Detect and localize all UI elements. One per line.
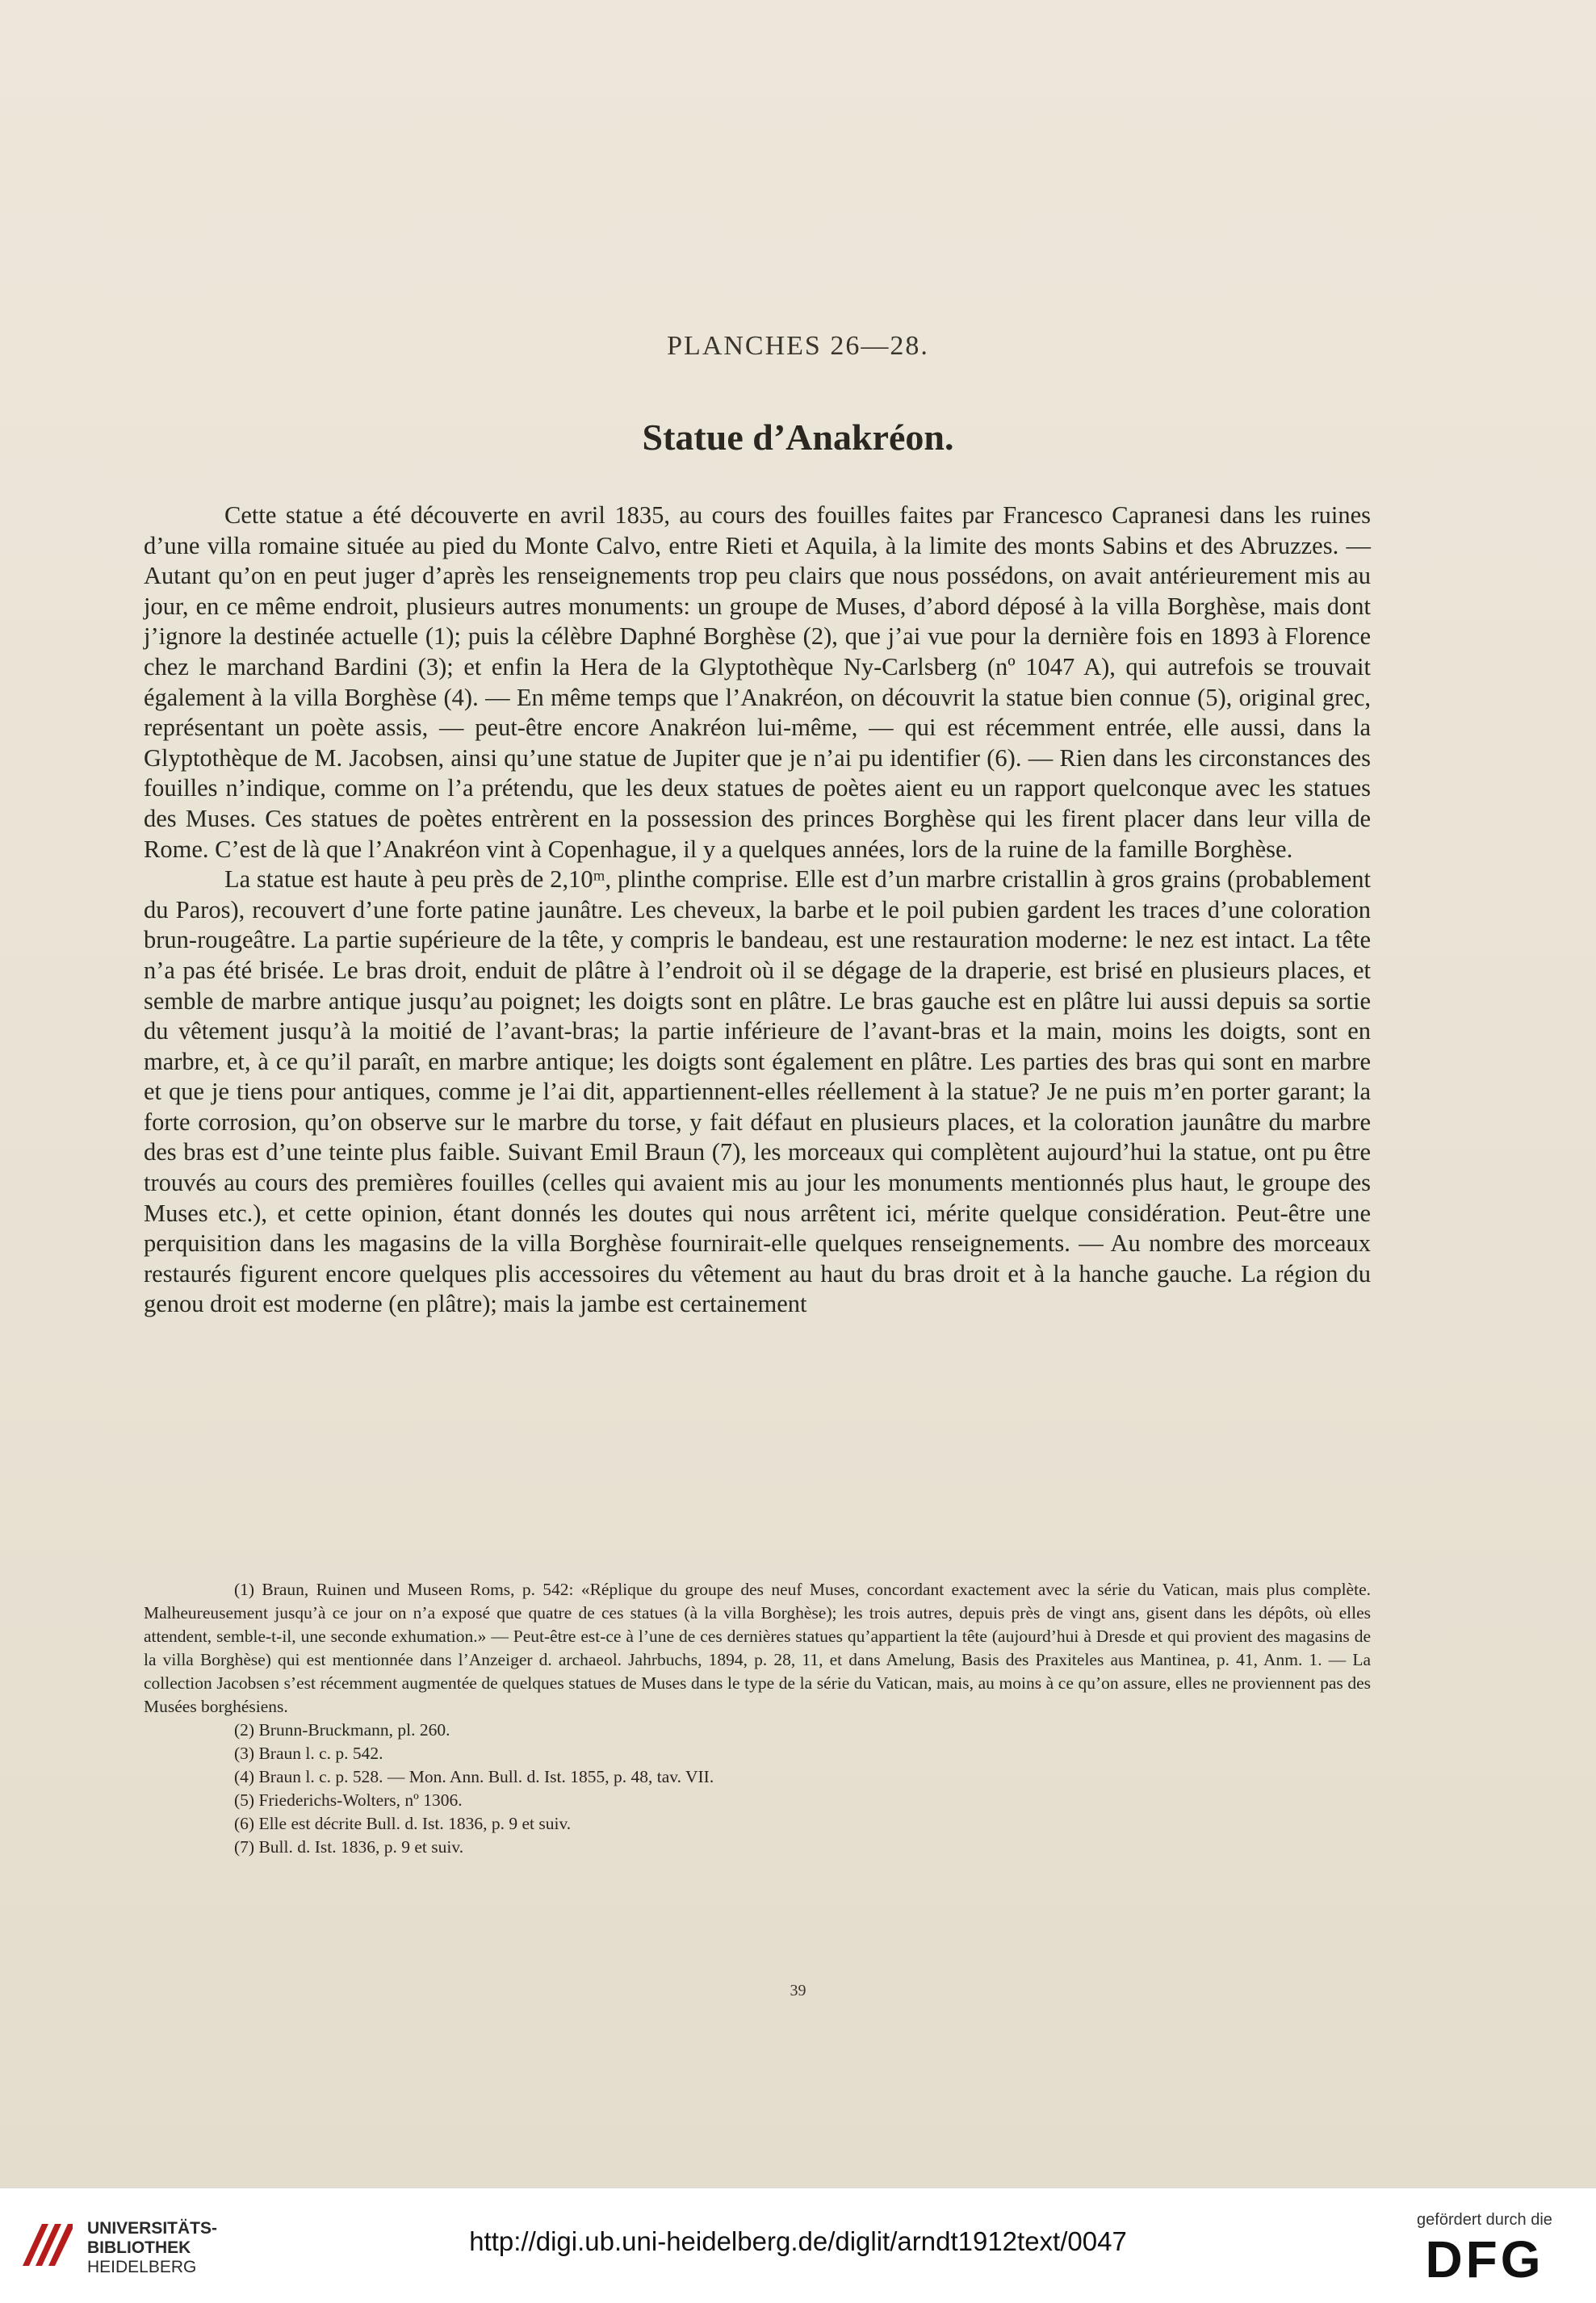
library-name-line-1: UNIVERSITÄTS- [87, 2219, 218, 2238]
footnotes [144, 1578, 1371, 1859]
dfg-sponsor[interactable] [1396, 2211, 1573, 2286]
footnote-2: (2) Brunn-Bruckmann, pl. 260. [234, 1720, 450, 1740]
page-title: Statue d’Anakréon. [642, 417, 954, 458]
main-text [144, 500, 1371, 1320]
permalink-url[interactable]: http://digi.ub.uni-heidelberg.de/diglit/arndt1912text/0047 [469, 2226, 1127, 2256]
page-number: 39 [790, 1982, 806, 1999]
sponsor-label: gefördert durch die [1417, 2211, 1552, 2229]
dfg-logo: DFG [1425, 2230, 1544, 2288]
paragraph-2: La statue est haute à peu près de 2,10ᵐ, plinthe comprise. Elle est d’un marbre cristallin à gros grains (probablement du Paros), recouvert d’une forte patine jaunâtre. Les cheveux, la barbe et le poil pubien gardent les traces d’une coloration brun-rougeâtre. La partie supérieure de la tête, y compris le bandeau, est une restauration moderne: le nez est intact. La tête n’a pas été brisée. Le bras droit, enduit de plâtre à l’endroit où il se dégage de la draperie, est brisé en plusieurs places, et semble de marbre antique jusqu’au poignet; les doigts sont en plâtre. Le bras gauche est en plâtre lui aussi depuis sa sortie du vêtement jusqu’à la moitié de l’avant-bras; la partie inférieure de l’avant-bras et la main, moins les doigts, sont en marbre, et, à ce qu’il paraît, en marbre antique; les doigts sont également en plâtre. Les parties des bras qui sont en marbre et que je tiens pour antiques, comme je l’ai dit, appartiennent-elles réellement à la statue? Je ne puis m’en porter garant; la forte corrosion, qu’on observe sur le marbre du torse, y fait défaut en plusieurs places, et la coloration jaunâtre du marbre des bras est d’une teinte plus faible. Suivant Emil Braun (7), les morceaux qui complètent aujourd’hui la statue, ont pu être trouvés au cours des premières fouilles (celles qui avaient mis au jour les monuments mentionnés plus haut, le groupe des Muses etc.), et cette opinion, étant donnés les doutes qui nous arrêtent ici, mérite quelque considération. Peut-être une perquisition dans les magasins de la villa Borghèse fournirait-elle quelques renseignements. — Au nombre des morceaux restaurés figurent encore quelques plis accessoires du vêtement au haut du bras droit et à la hanche gauche. La région du genou droit est moderne (en plâtre); mais la jambe est certainement [144, 865, 1371, 1318]
footnote-4: (4) Braun l. c. p. 528. — Mon. Ann. Bull. d. Ist. 1855, p. 48, tav. VII. [234, 1767, 714, 1786]
library-name-line-2: BIBLIOTHEK [87, 2238, 191, 2257]
planches-heading: PLANCHES 26—28. [667, 331, 929, 361]
paragraph-1: Cette statue a été découverte en avril 1835, au cours des fouilles faites par Francesco Capranesi dans les ruines d’une villa romaine située au pied du Monte Calvo, entre Rieti et Aquila, à la limite des monts Sabins et des Abruzzes. — Autant qu’on en peut juger d’après les renseignements trop peu clairs que nous possédons, on avait antérieurement mis au jour, en ce même endroit, plusieurs autres monuments: un groupe de Muses, d’abord déposé à la villa Borghèse, mais dont j’ignore la destinée actuelle (1); puis la célèbre Daphné Borghèse (2), que j’ai vue pour la dernière fois en 1893 à Florence chez le marchand Bardini (3); et enfin la Hera de la Glyptothèque Ny-Carlsberg (nº 1047 A), qui autrefois se trouvait également à la villa Borghèse (4). — En même temps que l’Anakréon, on découvrit la statue bien connue (5), original grec, représentant un poète assis, — peut-être encore Anakréon lui-même, — qui est récemment entrée, elle aussi, dans la Glyptothèque de M. Jacobsen, ainsi qu’une statue de Jupiter que je n’ai pu identifier (6). — Rien dans les circonstances des fouilles n’indique, comme on l’a prétendu, que les deux statues de poètes aient eu un rapport quelconque avec les statues des Muses. Ces statues de poètes entrèrent en la possession des princes Borghèse qui les firent placer dans leur villa de Rome. C’est de là que l’Anakréon vint à Copenhague, il y a quelques années, lors de la ruine de la famille Borghèse. [144, 501, 1371, 863]
footnote-1: (1) Braun, Ruinen und Museen Roms, p. 542: «Réplique du groupe des neuf Muses, concordant exactement avec la série du Vatican, mais plus complète. Malheureusement jusqu’à ce jour on n’a exposé que quatre de ces statues (à la villa Borghèse); les trois autres, depuis près de vingt ans, gisent dans les dépôts, où elles attendent, semble-t-il, une seconde exhumation.» — Peut-être est-ce à l’une de ces dernières statues qu’appartient la tête (aujourd’hui à Dresde et qui provient des magasins de la villa Borghèse) qui est mentionnée dans l’Anzeiger d. archaeol. Jahrbuchs, 1894, p. 28, 11, et dans Amelung, Basis des Praxiteles aus Mantinea, p. 41, Anm. 1. — La collection Jacobsen s’est récemment augmentée de quelques statues de Muses dans le type de la série du Vatican, mais, au moins à ce qu’on assure, elles ne proviennent pas des Musées borghésiens. [144, 1580, 1371, 1716]
footer-bar [0, 2188, 1596, 2303]
footnote-3: (3) Braun l. c. p. 542. [234, 1744, 383, 1763]
footnote-5: (5) Friederichs-Wolters, nº 1306. [234, 1790, 463, 1810]
footnote-6: (6) Elle est décrite Bull. d. Ist. 1836, p. 9 et suiv. [234, 1814, 572, 1833]
library-name-line-3: HEIDELBERG [87, 2258, 197, 2276]
footnote-7: (7) Bull. d. Ist. 1836, p. 9 et suiv. [234, 1837, 464, 1857]
